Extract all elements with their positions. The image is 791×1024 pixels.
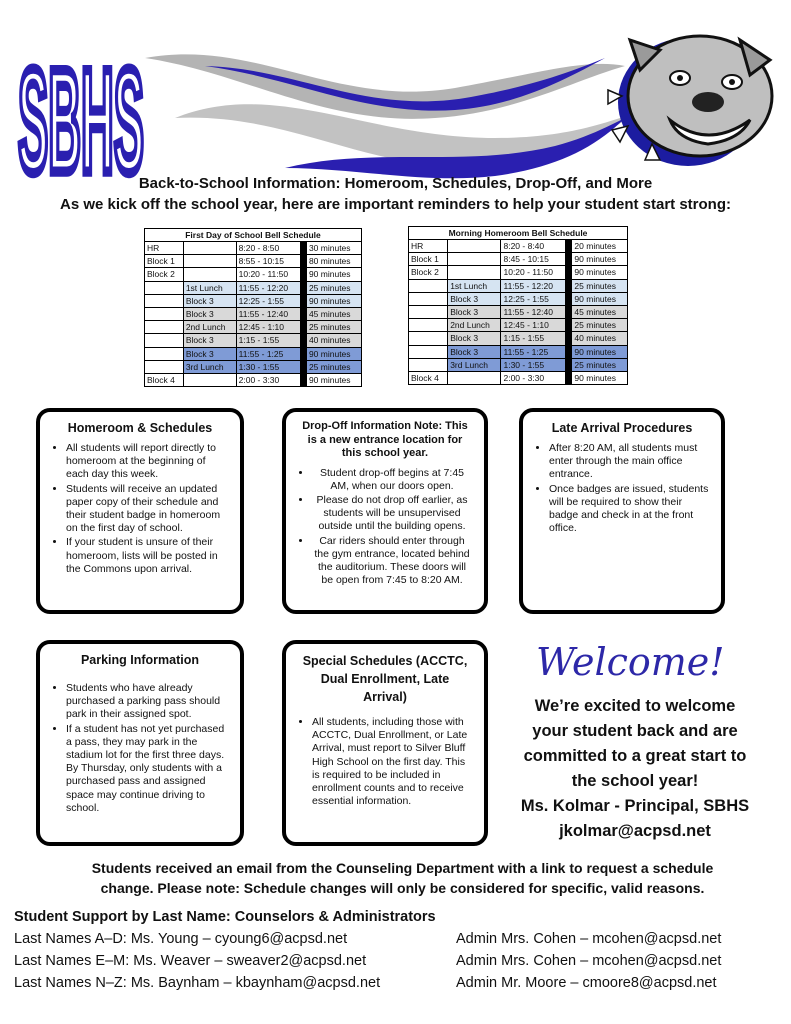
table-cell bbox=[145, 294, 184, 307]
table-row bbox=[409, 253, 628, 266]
table-cell: Block 1 bbox=[145, 255, 184, 268]
table-cell: 3rd Lunch bbox=[448, 358, 501, 371]
table-cell: 8:55 - 10:15 bbox=[236, 255, 300, 268]
table-row bbox=[145, 242, 362, 255]
table-row bbox=[145, 347, 362, 360]
table-cell: 10:20 - 11:50 bbox=[501, 266, 566, 279]
principal-email[interactable]: jkolmar@acpsd.net bbox=[559, 822, 711, 840]
table-cell: Block 3 bbox=[183, 334, 236, 347]
list-item: • If your student is unsure of their homeroom, lists will be posted in the Commons upon arrival. bbox=[66, 536, 228, 576]
admin-contact[interactable]: Admin Mrs. Cohen – mcohen@acpsd.net bbox=[456, 931, 722, 947]
table-cell: 11:55 - 12:20 bbox=[501, 279, 566, 292]
table-cell: 12:45 - 1:10 bbox=[501, 319, 566, 332]
table-cell: 40 minutes bbox=[306, 334, 361, 347]
table-cell: 90 minutes bbox=[572, 266, 628, 279]
counselor-contact[interactable]: Last Names E–M: Ms. Weaver – sweaver2@acpsd.net bbox=[14, 953, 367, 969]
table-cell: 12:25 - 1:55 bbox=[236, 294, 300, 307]
table-cell bbox=[448, 266, 501, 279]
list-item: • Students will receive an updated paper copy of their schedule and their student badge in homeroom on the first day of school. bbox=[66, 483, 228, 536]
table-cell bbox=[183, 373, 236, 386]
table-cell: 45 minutes bbox=[572, 305, 628, 318]
table-cell: 12:45 - 1:10 bbox=[236, 321, 300, 334]
table-row bbox=[145, 373, 362, 386]
table-cell bbox=[448, 371, 501, 384]
table-row bbox=[409, 358, 628, 371]
table-cell: Block 2 bbox=[409, 266, 448, 279]
table-cell: 3rd Lunch bbox=[183, 360, 236, 373]
table-cell: Block 3 bbox=[448, 305, 501, 318]
list-item: • Student drop-off begins at 7:45 AM, when our doors open. bbox=[312, 467, 472, 493]
table-cell: 90 minutes bbox=[572, 292, 628, 305]
table-cell bbox=[145, 321, 184, 334]
swoosh-graphic bbox=[135, 18, 655, 188]
counselor-contact[interactable]: Last Names A–D: Ms. Young – cyoung6@acpsd.net bbox=[14, 931, 348, 947]
sbhs-logo bbox=[18, 22, 148, 204]
table-row bbox=[409, 266, 628, 279]
table-cell: 30 minutes bbox=[306, 242, 361, 255]
table-cell: 20 minutes bbox=[572, 240, 628, 253]
table-cell: 25 minutes bbox=[306, 360, 361, 373]
table-cell: Block 3 bbox=[448, 292, 501, 305]
table-cell bbox=[183, 242, 236, 255]
table-cell: 90 minutes bbox=[572, 345, 628, 358]
box-title: Drop-Off Information Note: This is a new entrance location for this school year. bbox=[302, 420, 468, 459]
table-cell: Block 4 bbox=[409, 371, 448, 384]
list-item: • If a student has not yet purchased a pass, they may park in the stadium lot for the first three days. By Thursday, only students with a purchased pass and assigned space may continue driving to school. bbox=[66, 723, 228, 815]
list-item: • Please do not drop off earlier, as students will be unsupervised outside until the building opens. bbox=[312, 494, 472, 534]
table-cell: 11:55 - 12:20 bbox=[236, 281, 300, 294]
table-cell: 45 minutes bbox=[306, 307, 361, 320]
table-cell: 90 minutes bbox=[572, 253, 628, 266]
table-cell bbox=[183, 268, 236, 281]
table-row bbox=[409, 332, 628, 345]
welcome-line: your student back and are bbox=[532, 722, 738, 740]
table-row bbox=[145, 360, 362, 373]
table-row bbox=[409, 292, 628, 305]
bulldog-mascot-icon bbox=[600, 20, 785, 175]
table-row bbox=[409, 305, 628, 318]
table-cell bbox=[448, 240, 501, 253]
table-row bbox=[145, 281, 362, 294]
table-cell: 1st Lunch bbox=[448, 279, 501, 292]
table-cell: Block 1 bbox=[409, 253, 448, 266]
table-cell: 1:30 - 1:55 bbox=[236, 360, 300, 373]
table-cell bbox=[409, 345, 448, 358]
table-cell bbox=[409, 319, 448, 332]
table-cell: Block 4 bbox=[145, 373, 184, 386]
table-row bbox=[145, 321, 362, 334]
morning-homeroom-schedule-table bbox=[408, 226, 628, 385]
table-row bbox=[409, 279, 628, 292]
table-cell: 8:20 - 8:40 bbox=[501, 240, 566, 253]
table-cell: 25 minutes bbox=[572, 319, 628, 332]
table-cell: Block 3 bbox=[183, 347, 236, 360]
table-row bbox=[409, 240, 628, 253]
list-item: • All students, including those with ACCTC, Dual Enrollment, or Late Arrival, must report to Silver Bluff High School on the first day. This is required to be included in enrollment counts and to receive essential information. bbox=[312, 716, 472, 808]
table-cell: 1:15 - 1:55 bbox=[236, 334, 300, 347]
table-cell: Block 3 bbox=[448, 345, 501, 358]
table-cell bbox=[409, 358, 448, 371]
table-cell bbox=[145, 347, 184, 360]
table-row bbox=[409, 319, 628, 332]
table-cell: 8:45 - 10:15 bbox=[501, 253, 566, 266]
list-item: • All students will report directly to homeroom at the beginning of each day this week. bbox=[66, 442, 228, 482]
note-line: change. Please note: Schedule changes will only be considered for specific, valid reasons. bbox=[100, 880, 705, 896]
table-row bbox=[409, 371, 628, 384]
table-cell: 80 minutes bbox=[306, 255, 361, 268]
table-cell: 25 minutes bbox=[306, 321, 361, 334]
table-row bbox=[145, 294, 362, 307]
box-title: Parking Information bbox=[80, 653, 200, 667]
table-cell: 1:30 - 1:55 bbox=[501, 358, 566, 371]
table-cell bbox=[183, 255, 236, 268]
table-cell: Block 3 bbox=[183, 307, 236, 320]
table-cell: 90 minutes bbox=[306, 347, 361, 360]
table-cell bbox=[145, 281, 184, 294]
sub-heading: As we kick off the school year, here are important reminders to help your student start strong: bbox=[60, 196, 731, 213]
table-cell: 11:55 - 12:40 bbox=[236, 307, 300, 320]
table-cell: HR bbox=[409, 240, 448, 253]
table-cell bbox=[448, 253, 501, 266]
table-cell: 90 minutes bbox=[306, 268, 361, 281]
welcome-line: committed to a great start to bbox=[523, 747, 747, 765]
list-item: • Car riders should enter through the gym entrance, located behind the auditorium. These doors will be open from 7:45 to 8:20 AM. bbox=[312, 535, 472, 588]
welcome-line: the school year! bbox=[571, 772, 699, 790]
box-title: Late Arrival Procedures bbox=[551, 421, 693, 435]
box-title: Homeroom & Schedules bbox=[67, 421, 213, 435]
table-cell bbox=[409, 305, 448, 318]
table-cell: 12:25 - 1:55 bbox=[501, 292, 566, 305]
table-row bbox=[409, 345, 628, 358]
welcome-message bbox=[500, 694, 770, 844]
table-cell: 2nd Lunch bbox=[448, 319, 501, 332]
welcome-script: Welcome! bbox=[536, 640, 725, 684]
list-item: • Once badges are issued, students will be required to show their badge and check in at the front office. bbox=[549, 483, 709, 536]
drop-off-info-box bbox=[282, 408, 488, 614]
table-cell bbox=[409, 332, 448, 345]
note-line: Students received an email from the Counseling Department with a link to request a schedule bbox=[91, 860, 714, 876]
list-item: • After 8:20 AM, all students must enter through the main office entrance. bbox=[549, 442, 709, 482]
homeroom-schedules-box bbox=[36, 408, 244, 614]
table-cell: 11:55 - 1:25 bbox=[236, 347, 300, 360]
welcome-line: We’re excited to welcome bbox=[534, 697, 736, 715]
table-cell: 40 minutes bbox=[572, 332, 628, 345]
table-row bbox=[145, 334, 362, 347]
late-arrival-box bbox=[519, 408, 725, 614]
table-cell: 2nd Lunch bbox=[183, 321, 236, 334]
table-cell: 25 minutes bbox=[306, 281, 361, 294]
table-cell: 8:20 - 8:50 bbox=[236, 242, 300, 255]
support-title: Student Support by Last Name: Counselors & Administrators bbox=[14, 909, 436, 925]
table-cell bbox=[145, 360, 184, 373]
table-cell: 25 minutes bbox=[572, 279, 628, 292]
table-row bbox=[145, 268, 362, 281]
table-cell: HR bbox=[145, 242, 184, 255]
table-cell: 90 minutes bbox=[306, 294, 361, 307]
table-cell: 10:20 - 11:50 bbox=[236, 268, 300, 281]
table-title: Morning Homeroom Bell Schedule bbox=[409, 227, 628, 240]
counselor-contact[interactable]: Last Names N–Z: Ms. Baynham – kbaynham@acpsd.net bbox=[14, 975, 381, 991]
table-cell bbox=[145, 334, 184, 347]
schedule-change-note bbox=[40, 858, 765, 898]
admin-contact[interactable]: Admin Mr. Moore – cmoore8@acpsd.net bbox=[456, 975, 717, 991]
table-cell bbox=[145, 307, 184, 320]
table-cell: 11:55 - 1:25 bbox=[501, 345, 566, 358]
box-title: Special Schedules (ACCTC, Dual Enrollment, Late Arrival) bbox=[302, 654, 468, 704]
special-schedules-box bbox=[282, 640, 488, 846]
table-cell: 25 minutes bbox=[572, 358, 628, 371]
table-cell: 11:55 - 12:40 bbox=[501, 305, 566, 318]
table-row bbox=[145, 255, 362, 268]
table-cell: 2:00 - 3:30 bbox=[501, 371, 566, 384]
principal-name: Ms. Kolmar - Principal, SBHS bbox=[520, 797, 750, 815]
table-cell: 2:00 - 3:30 bbox=[236, 373, 300, 386]
table-title: First Day of School Bell Schedule bbox=[145, 229, 362, 242]
table-cell: Block 3 bbox=[183, 294, 236, 307]
table-cell: Block 2 bbox=[145, 268, 184, 281]
logo-text: SBHS bbox=[18, 38, 144, 204]
table-cell: 90 minutes bbox=[572, 371, 628, 384]
first-day-schedule-table bbox=[144, 228, 362, 387]
table-cell: 90 minutes bbox=[306, 373, 361, 386]
parking-info-box bbox=[36, 640, 244, 846]
table-cell: 1st Lunch bbox=[183, 281, 236, 294]
table-cell bbox=[409, 292, 448, 305]
main-heading: Back-to-School Information: Homeroom, Schedules, Drop-Off, and More bbox=[138, 175, 653, 192]
table-cell bbox=[409, 279, 448, 292]
table-row bbox=[145, 307, 362, 320]
table-cell: 1:15 - 1:55 bbox=[501, 332, 566, 345]
admin-contact[interactable]: Admin Mrs. Cohen – mcohen@acpsd.net bbox=[456, 953, 722, 969]
list-item: • Students who have already purchased a parking pass should park in their assigned spot. bbox=[66, 682, 228, 722]
table-cell: Block 3 bbox=[448, 332, 501, 345]
